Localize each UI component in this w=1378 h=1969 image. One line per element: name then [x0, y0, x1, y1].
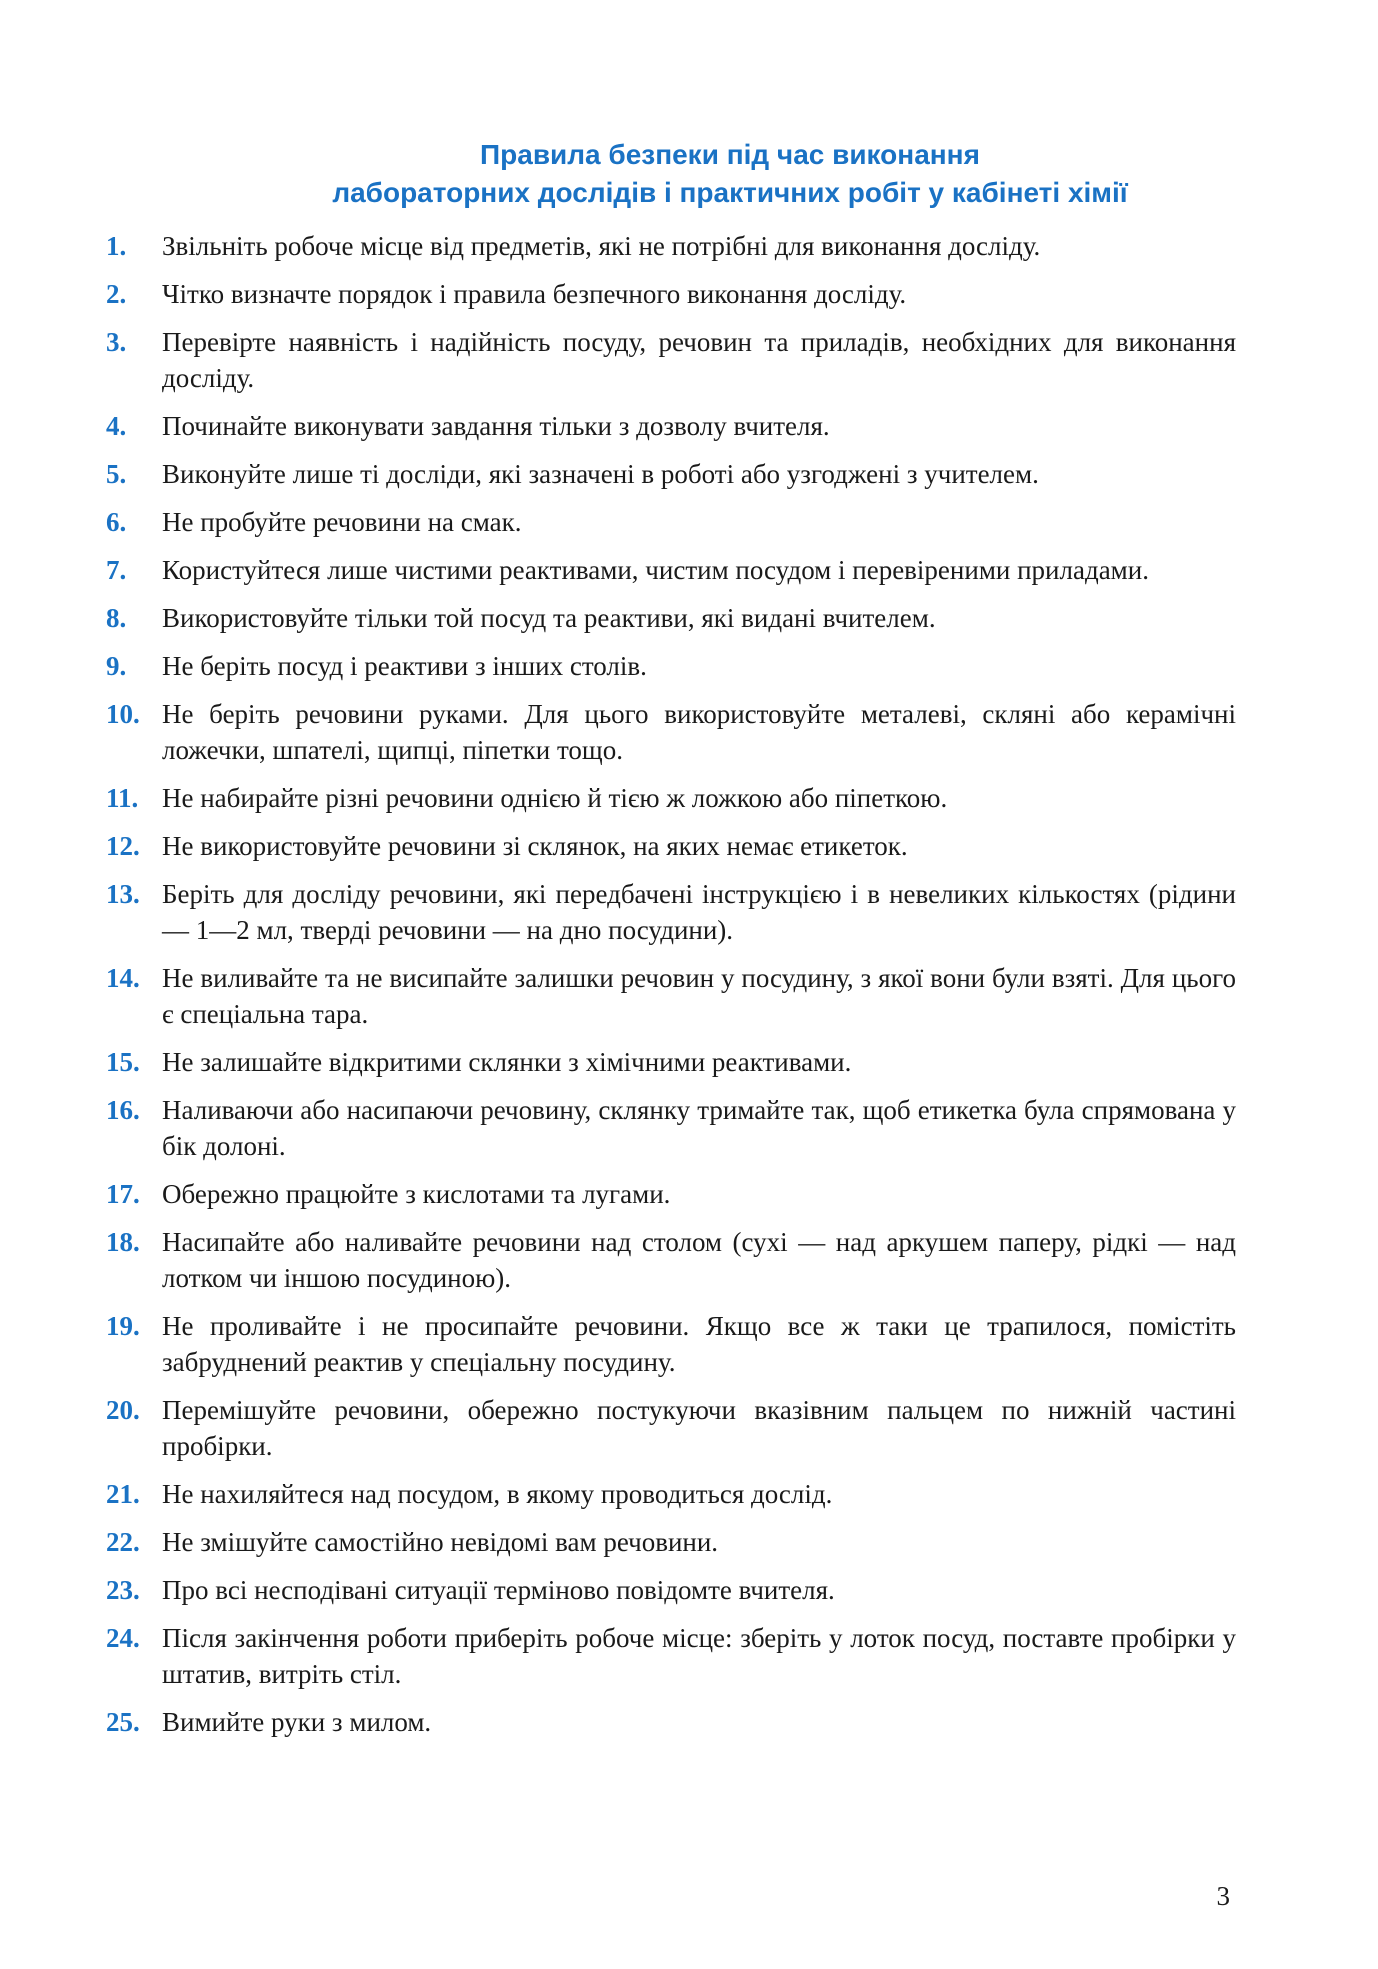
rule-item — [106, 276, 1236, 312]
rule-text: Вимийте руки з милом. — [162, 1707, 432, 1737]
rule-item — [106, 1572, 1236, 1608]
rule-number: 2. — [106, 279, 127, 309]
rule-item — [106, 228, 1236, 264]
rule-text: Не залишайте відкритими склянки з хімічними реактивами. — [162, 1047, 852, 1077]
rule-item — [106, 1308, 1236, 1380]
page-number: 3 — [1216, 1881, 1230, 1911]
rule-item — [106, 1620, 1236, 1692]
rule-item — [106, 456, 1236, 492]
rule-text: Про всі несподівані ситуації терміново повідомте вчителя. — [162, 1575, 835, 1605]
rule-text: Не беріть речовини руками. Для цього використовуйте металеві, скляні або керамічні ложечки, шпателі, щипці, піпетки тощо. — [162, 699, 1236, 765]
rule-item — [106, 324, 1236, 396]
rule-number: 14. — [106, 963, 140, 993]
rule-text: Обережно працюйте з кислотами та лугами. — [162, 1179, 671, 1209]
rule-item — [106, 1524, 1236, 1560]
page-title-line-2: лабораторних дослідів і практичних робіт у кабінеті хімії — [332, 177, 1128, 208]
rule-text: Не нахиляйтеся над посудом, в якому проводиться дослід. — [162, 1479, 833, 1509]
rule-text: Не беріть посуд і реактиви з інших столів. — [162, 651, 647, 681]
rule-item — [106, 1176, 1236, 1212]
rule-text: Наливаючи або насипаючи речовину, склянку тримайте так, щоб етикетка була спрямована у бік долоні. — [162, 1095, 1236, 1161]
rule-number: 4. — [106, 411, 127, 441]
rule-text: Не використовуйте речовини зі склянок, на яких немає етикеток. — [162, 831, 908, 861]
rule-item — [106, 780, 1236, 816]
rule-number: 7. — [106, 555, 127, 585]
rule-number: 19. — [106, 1311, 140, 1341]
rule-item — [106, 1392, 1236, 1464]
rule-number: 17. — [106, 1179, 140, 1209]
rule-text: Перемішуйте речовини, обережно постукуючи вказівним пальцем по нижній частині пробірки. — [162, 1395, 1236, 1461]
rule-number: 3. — [106, 327, 127, 357]
rule-item — [106, 1224, 1236, 1296]
rule-item — [106, 1044, 1236, 1080]
rule-number: 20. — [106, 1395, 140, 1425]
rule-text: Починайте виконувати завдання тільки з дозволу вчителя. — [162, 411, 830, 441]
rule-item — [106, 600, 1236, 636]
rule-number: 8. — [106, 603, 127, 633]
rule-item — [106, 1092, 1236, 1164]
rule-text: Не змішуйте самостійно невідомі вам речовини. — [162, 1527, 719, 1557]
rule-text: Користуйтеся лише чистими реактивами, чистим посудом і перевіреними приладами. — [162, 555, 1149, 585]
rule-item — [106, 696, 1236, 768]
rule-text: Чітко визначте порядок і правила безпечного виконання досліду. — [162, 279, 907, 309]
rule-text: Після закінчення роботи приберіть робоче місце: зберіть у лоток посуд, поставте пробірки у штатив, витріть стіл. — [162, 1623, 1236, 1689]
rule-number: 9. — [106, 651, 127, 681]
rule-text: Виконуйте лише ті досліди, які зазначені в роботі або узгоджені з учителем. — [162, 459, 1039, 489]
rule-number: 16. — [106, 1095, 140, 1125]
rule-text: Перевірте наявність і надійність посуду, речовин та приладів, необхідних для виконання досліду. — [162, 327, 1236, 393]
rule-text: Беріть для досліду речовини, які передбачені інструкцією і в невеликих кількостях (рідини — 1—2 мл, тверді речовини — на дно посудини). — [162, 879, 1236, 945]
rule-number: 6. — [106, 507, 127, 537]
rule-text: Насипайте або наливайте речовини над столом (сухі — над аркушем паперу, рідкі — над лотком чи іншою посудиною). — [162, 1227, 1236, 1293]
rule-number: 22. — [106, 1527, 140, 1557]
rule-item — [106, 960, 1236, 1032]
rule-text: Використовуйте тільки той посуд та реактиви, які видані вчителем. — [162, 603, 936, 633]
rule-text: Не набирайте різні речовини однією й тією ж ложкою або піпеткою. — [162, 783, 948, 813]
rule-number: 18. — [106, 1227, 140, 1257]
rule-number: 15. — [106, 1047, 140, 1077]
rule-number: 24. — [106, 1623, 140, 1653]
rule-text: Не проливайте і не просипайте речовини. Якщо все ж таки це трапилося, помістіть забруднений реактив у спеціальну посудину. — [162, 1311, 1236, 1377]
rule-item — [106, 1476, 1236, 1512]
rule-number: 13. — [106, 879, 140, 909]
rule-item — [106, 552, 1236, 588]
rule-item — [106, 876, 1236, 948]
rule-item — [106, 1704, 1236, 1740]
page-title-line-1: Правила безпеки під час виконання — [480, 139, 980, 170]
rule-number: 1. — [106, 231, 127, 261]
rule-item — [106, 408, 1236, 444]
rule-text: Звільніть робоче місце від предметів, які не потрібні для виконання досліду. — [162, 231, 1041, 261]
rule-number: 12. — [106, 831, 140, 861]
safety-rules-list — [106, 228, 1236, 1752]
rule-number: 10. — [106, 699, 140, 729]
rule-number: 25. — [106, 1707, 140, 1737]
rule-item — [106, 648, 1236, 684]
rule-number: 23. — [106, 1575, 140, 1605]
rule-number: 21. — [106, 1479, 140, 1509]
rule-item — [106, 504, 1236, 540]
rule-number: 5. — [106, 459, 127, 489]
rule-text: Не пробуйте речовини на смак. — [162, 507, 522, 537]
rule-number: 11. — [106, 783, 139, 813]
rule-item — [106, 828, 1236, 864]
rule-text: Не виливайте та не висипайте залишки речовин у посудину, з якої вони були взяті. Для цього є спеціальна тара. — [162, 963, 1236, 1029]
